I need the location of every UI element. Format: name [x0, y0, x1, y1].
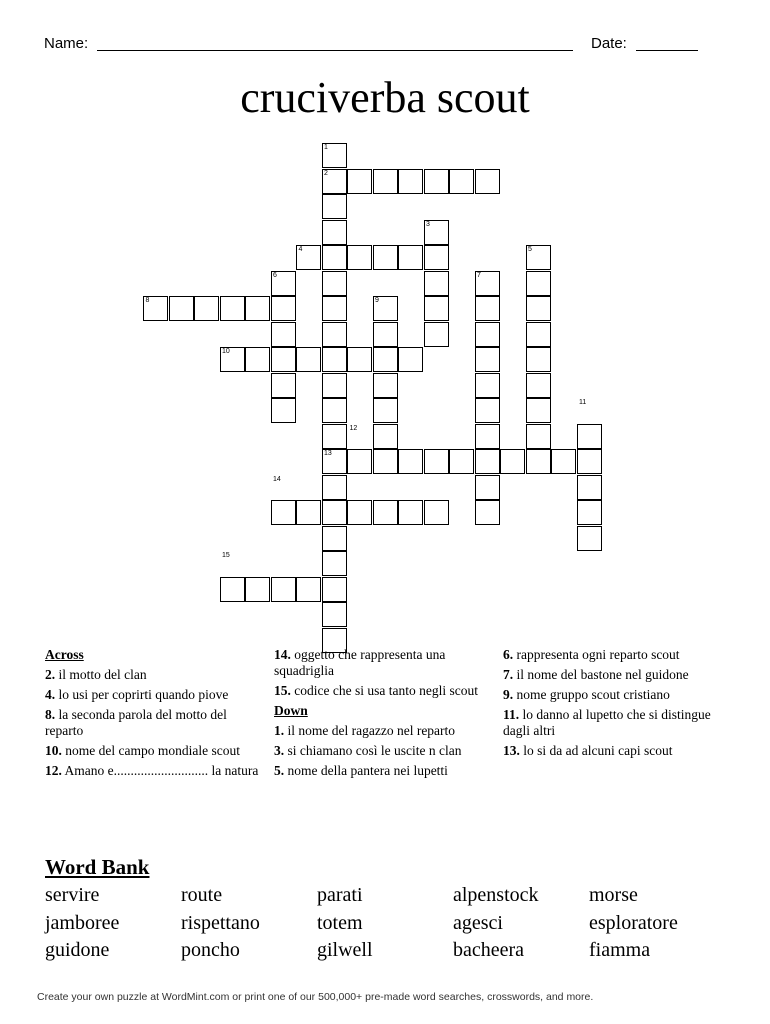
- clue-down-13: 13. lo si da ad alcuni capi scout: [503, 743, 673, 758]
- grid-cell[interactable]: [347, 245, 372, 270]
- clue-number: 14: [273, 475, 281, 483]
- grid-cell[interactable]: [245, 296, 270, 321]
- grid-cell[interactable]: [577, 424, 602, 449]
- grid-cell[interactable]: [322, 526, 347, 551]
- grid-cell[interactable]: [475, 424, 500, 449]
- word-bank-word: gilwell: [317, 939, 373, 961]
- grid-cell[interactable]: [398, 347, 423, 372]
- grid-cell[interactable]: [322, 322, 347, 347]
- grid-cell[interactable]: [475, 169, 500, 194]
- clue-down-9: 9. nome gruppo scout cristiano: [503, 687, 670, 702]
- clue-across-10: 10. nome del campo mondiale scout: [45, 743, 240, 758]
- grid-cell[interactable]: [449, 169, 474, 194]
- word-bank-word: bacheera: [453, 939, 525, 961]
- clue-number: 5: [528, 246, 532, 253]
- grid-cell[interactable]: [475, 373, 500, 398]
- grid-cell[interactable]: [551, 449, 576, 474]
- word-bank-word: fiamma: [589, 939, 651, 961]
- clue-across-14: 14. oggetto che rappresenta una squadriglia: [274, 647, 446, 678]
- grid-cell[interactable]: [526, 296, 551, 321]
- grid-cell[interactable]: [475, 347, 500, 372]
- word-bank-word: parati: [317, 884, 363, 906]
- word-bank-word: morse: [589, 884, 638, 906]
- word-bank-word: agesci: [453, 912, 503, 934]
- clue-across-12: 12. Amano e............................ la natura: [45, 763, 259, 778]
- grid-cell[interactable]: [424, 322, 449, 347]
- grid-cell[interactable]: [475, 296, 500, 321]
- grid-cell[interactable]: [526, 271, 551, 296]
- date-label: Date:: [591, 35, 627, 52]
- grid-cell[interactable]: [245, 347, 270, 372]
- grid-cell[interactable]: [194, 296, 219, 321]
- clue-down-1: 1. il nome del ragazzo nel reparto: [274, 723, 456, 738]
- grid-cell[interactable]: [296, 347, 321, 372]
- grid-cell[interactable]: [271, 373, 296, 398]
- grid-cell[interactable]: [271, 296, 296, 321]
- grid-cell[interactable]: [322, 194, 347, 219]
- puzzle-title: cruciverba scout: [240, 73, 530, 122]
- word-bank-title: Word Bank: [45, 855, 150, 879]
- grid-cell[interactable]: [322, 271, 347, 296]
- grid-cell[interactable]: [526, 449, 551, 474]
- grid-cell[interactable]: [577, 449, 602, 474]
- clues-column-1: [45, 647, 260, 783]
- grid-cell[interactable]: [322, 398, 347, 423]
- grid-cell[interactable]: [475, 475, 500, 500]
- clue-number: 9: [375, 297, 379, 304]
- word-bank-word: esploratore: [589, 912, 678, 934]
- grid-cell[interactable]: [526, 322, 551, 347]
- clue-number: 13: [324, 450, 332, 457]
- grid-cell[interactable]: [577, 526, 602, 551]
- grid-cell[interactable]: [322, 245, 347, 270]
- grid-cell[interactable]: [373, 347, 398, 372]
- clue-number: 4: [298, 246, 303, 253]
- grid-cell[interactable]: [398, 169, 423, 194]
- grid-cell[interactable]: [424, 449, 449, 474]
- word-bank-word: alpenstock: [453, 884, 539, 906]
- clues-column-3: [503, 647, 718, 763]
- name-label: Name:: [44, 35, 89, 52]
- grid-cell[interactable]: [577, 500, 602, 525]
- grid-cell[interactable]: [424, 296, 449, 321]
- grid-cell[interactable]: [398, 245, 423, 270]
- clue-down-5: 5. nome della pantera nei lupetti: [274, 763, 448, 778]
- grid-cell[interactable]: [373, 169, 398, 194]
- grid-cell[interactable]: [373, 500, 398, 525]
- grid-cell[interactable]: [475, 322, 500, 347]
- grid-cell[interactable]: [322, 551, 347, 576]
- clue-across-15: 15. codice che si usa tanto negli scout: [274, 683, 478, 698]
- clue-down-6: 6. rappresenta ogni reparto scout: [503, 647, 680, 662]
- grid-cell[interactable]: [322, 577, 347, 602]
- word-bank-word: route: [181, 884, 223, 906]
- grid-cell[interactable]: [526, 424, 551, 449]
- clue-number: 12: [349, 424, 358, 432]
- grid-cell[interactable]: [373, 245, 398, 270]
- clue-number: 1: [324, 144, 328, 151]
- grid-cell[interactable]: [220, 577, 245, 602]
- grid-cell[interactable]: [526, 373, 551, 398]
- grid-cell[interactable]: [449, 449, 474, 474]
- clue-down-7: 7. il nome del bastone nel guidone: [503, 667, 689, 682]
- grid-cell[interactable]: [347, 500, 372, 525]
- clue-number: 8: [145, 297, 150, 304]
- grid-cell[interactable]: [271, 347, 296, 372]
- grid-cell[interactable]: [475, 398, 500, 423]
- grid-cell[interactable]: [475, 500, 500, 525]
- grid-cell[interactable]: [373, 398, 398, 423]
- word-bank-word: rispettano: [181, 912, 260, 934]
- grid-cell[interactable]: [373, 322, 398, 347]
- grid-cell[interactable]: [220, 296, 245, 321]
- grid-cell[interactable]: [424, 271, 449, 296]
- clue-across-2: 2. il motto del clan: [45, 667, 147, 682]
- word-bank-word: totem: [317, 912, 363, 934]
- grid-cell[interactable]: [322, 347, 347, 372]
- clue-across-4: 4. lo usi per coprirti quando piove: [45, 687, 229, 702]
- grid-cell[interactable]: [424, 169, 449, 194]
- word-bank-word: poncho: [181, 939, 240, 961]
- grid-cell[interactable]: [322, 220, 347, 245]
- grid-cell[interactable]: [398, 500, 423, 525]
- clue-down-3: 3. si chiamano così le uscite n clan: [274, 743, 462, 758]
- grid-cell[interactable]: [424, 500, 449, 525]
- grid-cell[interactable]: [271, 322, 296, 347]
- clue-number: 15: [222, 552, 230, 559]
- grid-cell[interactable]: [526, 398, 551, 423]
- grid-cell[interactable]: [424, 245, 449, 270]
- grid-cell[interactable]: [322, 296, 347, 321]
- clue-down-11: 11. lo danno al lupetto che si distingue dagli altri: [503, 707, 711, 738]
- clue-across-8: 8. la seconda parola del motto del reparto: [45, 707, 227, 738]
- grid-cell[interactable]: [373, 373, 398, 398]
- grid-cell[interactable]: [373, 424, 398, 449]
- down-heading: Down: [274, 703, 308, 718]
- grid-cell[interactable]: [271, 398, 296, 423]
- grid-cell[interactable]: [322, 373, 347, 398]
- grid-cell[interactable]: [322, 424, 347, 449]
- clue-number: 7: [477, 271, 481, 279]
- grid-cell[interactable]: [322, 475, 347, 500]
- clue-number: 6: [273, 271, 277, 279]
- clue-number: 3: [426, 220, 430, 228]
- grid-cell[interactable]: [296, 500, 321, 525]
- grid-cell[interactable]: [500, 449, 525, 474]
- clues-column-2: [274, 647, 489, 783]
- across-heading: Across: [45, 647, 84, 662]
- word-bank-word: jamboree: [45, 912, 120, 934]
- grid-cell[interactable]: [322, 500, 347, 525]
- footer-note: Create your own puzzle at WordMint.com or print one of our 500,000+ pre-made word searches, crosswords, and more.: [37, 991, 594, 1003]
- grid-cell[interactable]: [347, 347, 372, 372]
- grid-cell[interactable]: [373, 449, 398, 474]
- grid-cell[interactable]: [347, 169, 372, 194]
- grid-cell[interactable]: [271, 500, 296, 525]
- clue-number: 10: [222, 348, 230, 355]
- grid-cell[interactable]: [398, 449, 423, 474]
- grid-cell[interactable]: [475, 449, 500, 474]
- grid-cell[interactable]: [245, 577, 270, 602]
- clue-number: 11: [579, 399, 587, 406]
- grid-cell[interactable]: [271, 577, 296, 602]
- grid-cell[interactable]: [347, 449, 372, 474]
- grid-cell[interactable]: [169, 296, 194, 321]
- grid-cell[interactable]: [296, 577, 321, 602]
- grid-cell[interactable]: [577, 475, 602, 500]
- grid-cell[interactable]: [322, 602, 347, 627]
- word-bank-word: guidone: [45, 939, 110, 961]
- grid-cell[interactable]: [526, 347, 551, 372]
- word-bank-word: servire: [45, 884, 100, 906]
- clue-number: 2: [324, 169, 328, 177]
